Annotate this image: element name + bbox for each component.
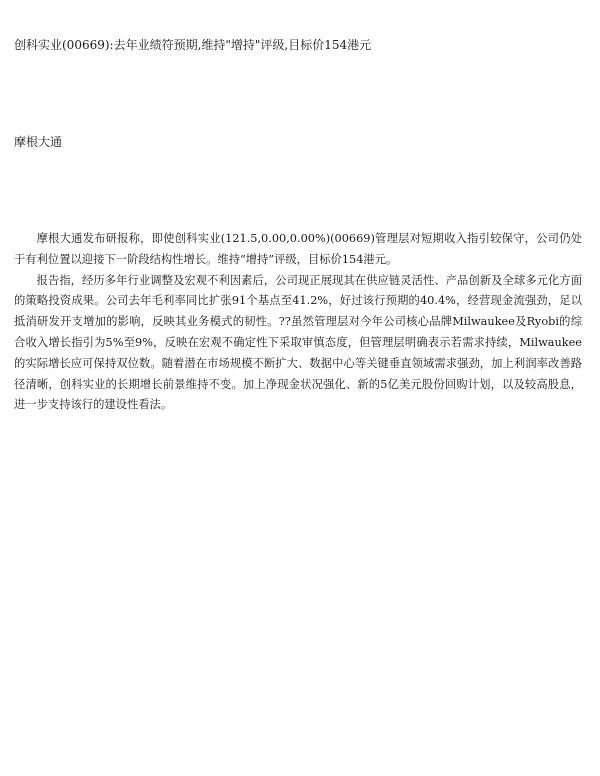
article-body xyxy=(14,229,582,416)
article-paragraph: 报告指，经历多年行业调整及宏观不利因素后，公司现正展现其在供应链灵活性、产品创新及全球多元化方面的策略投资成果。公司去年毛利率同比扩张91个基点至41.2%，好过该行预期的40.4%，经营现金流强劲，足以抵消研发开支增加的影响，反映其业务模式的韧性。??虽然管理层对今年公司核心品牌Milwaukee及Ryobi的综合收入增长指引为5%至9%，反映在宏观不确定性下采取审慎态度，但管理层明确表示若需求持续，Milwaukee的实际增长应可保持双位数。随着潜在市场规模不断扩大、数据中心等关键垂直领域需求强劲，加上利润率改善路径清晰，创科实业的长期增长前景维持不变。加上净现金状况强化、新的5亿美元股份回购计划，以及较高股息，进一步支持该行的建设性看法。 xyxy=(14,273,582,412)
article-title: 创科实业(00669):去年业绩符预期,维持"增持"评级,目标价154港元 xyxy=(14,38,372,52)
article-source: 摩根大通 xyxy=(14,135,63,149)
article-paragraph: 摩根大通发布研报称，即使创科实业(121.5,0.00,0.00%)(00669)管理层对短期收入指引较保守，公司仍处于有利位置以迎接下一阶段结构性增长。维持“增持”评级，目标价154港元。 xyxy=(14,232,582,266)
